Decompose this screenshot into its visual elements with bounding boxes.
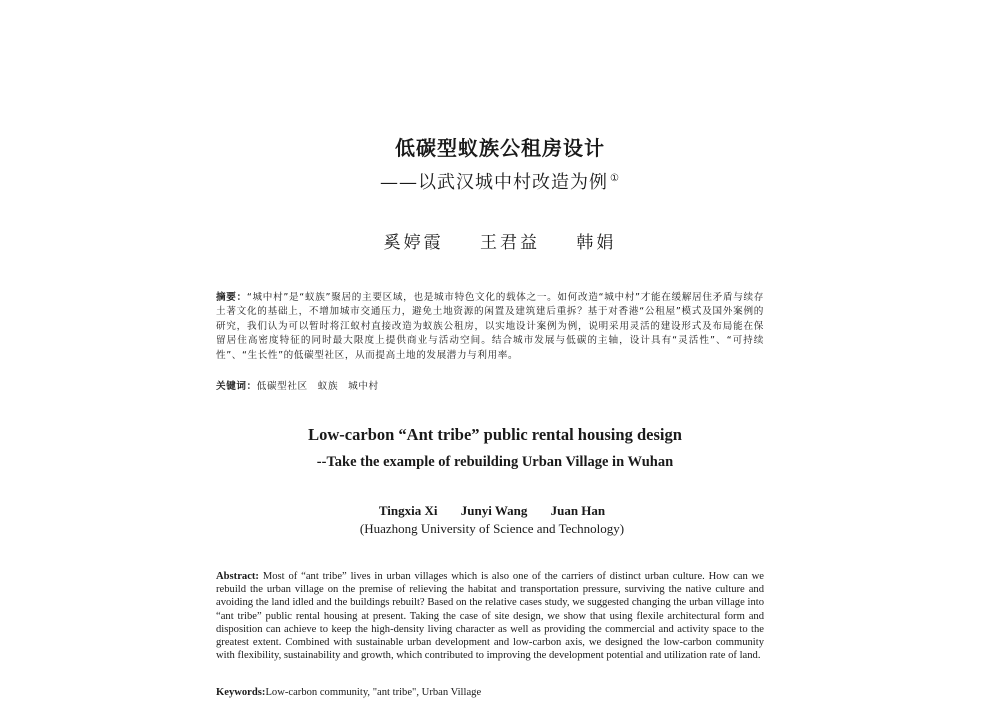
english-title: Low-carbon “Ant tribe” public rental housing design — [308, 425, 682, 444]
chinese-subtitle — [0, 168, 1000, 194]
chinese-keyword: 低碳型社区 — [256, 381, 308, 392]
english-keywords-text: Low-carbon community, "ant tribe", Urban Village — [265, 687, 482, 698]
english-keywords-label: Keywords: — [216, 687, 266, 698]
chinese-keyword: 蚁族 — [317, 381, 339, 392]
chinese-keywords-label: 关键词： — [216, 381, 257, 392]
chinese-abstract-text: “城中村”是“蚁族”聚居的主要区域，也是城市特色文化的载体之一。如何改造“城中村”才能在缓解居住矛盾与续存土著文化的基础上，不增加城市交通压力，避免土地资源的闲置及建筑建后重拆？基于对香港“公租屋”模式及国外案例的研究，我们认为可以暂时将江蚁村直接改造为蚁族公租房，以实地设计案例为例，说明采用灵活的建设形式及布局能在保留居住高密度特征的同时最大限度上提供商业与活动空间。结合城市发展与低碳的主轴，设计具有“灵活性”、“可持续性”、“生长性”的低碳型社区，从而提高土地的发展潜力与利用率。 — [216, 292, 764, 361]
english-abstract-label: Abstract: — [216, 571, 259, 582]
english-authors — [0, 503, 984, 519]
chinese-keyword: 城中村 — [348, 381, 379, 392]
chinese-abstract — [216, 291, 764, 363]
chinese-author: 韩娟 — [576, 233, 617, 253]
chinese-author: 王君益 — [480, 233, 540, 253]
chinese-authors — [0, 228, 1000, 253]
english-author: Junyi Wang — [460, 503, 528, 518]
chinese-title: 低碳型蚁族公租房设计 — [395, 136, 605, 160]
english-author: Juan Han — [550, 503, 606, 518]
english-abstract-text: Most of “ant tribe” lives in urban villages which is also one of the carriers of distinct urban culture. How can we rebuild the urban village on the premise of relieving the habitat and transportation pressure, surviving the native culture and avoiding the land idled and the buildings rebuilt? Based on the relative cases study, we suggested changing the urban village into “ant tribe” public rental housing at present. Taking the case of site design, we show that using flexile architectural form and disposition can achieve to keep the high-density living character as well as providing the commercial and activity space to the greatest extent. Combined with sustainable urban development and low-carbon axis, we designed the low-carbon community with flexibility, sustainability and growth, which contributed to improving the development potential and utilization rate of land. — [216, 571, 764, 662]
english-affiliation: (Huazhong University of Science and Technology) — [359, 521, 625, 536]
english-subtitle: --Take the example of rebuilding Urban Village in Wuhan — [316, 454, 674, 470]
chinese-keywords — [216, 380, 764, 394]
english-keywords — [216, 686, 764, 699]
english-author: Tingxia Xi — [378, 503, 438, 518]
footnote-mark: ① — [610, 173, 620, 184]
chinese-subtitle-text: ——以武汉城中村改造为例 — [380, 172, 609, 193]
english-abstract — [216, 570, 764, 662]
chinese-author: 奚婷霞 — [383, 233, 444, 253]
chinese-abstract-label: 摘要： — [216, 292, 247, 303]
